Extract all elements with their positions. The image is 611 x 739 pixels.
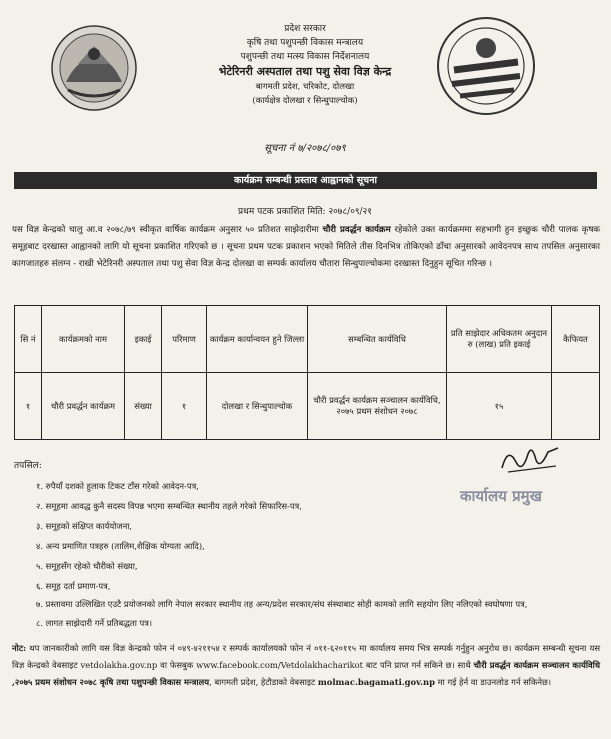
letterhead-text (150, 22, 460, 108)
list-item: ४. अन्य प्रमाणित पत्रहरु (तालिम,शैक्षिक योग्यता आदि), (36, 541, 205, 551)
col-unit: इकाई (125, 306, 162, 373)
list-item: ८. लागत साझेदारी गर्ने प्रतिबद्धता पत्र। (36, 618, 153, 628)
cell-remarks (552, 373, 600, 440)
list-item: ३. समूहको संक्षिप्त कार्ययोजना, (36, 521, 133, 531)
program-name: चौरी प्रवर्द्धन कार्यक्रम (322, 225, 391, 235)
cell-procedure: चौरी प्रवर्द्धन कार्यक्रम सञ्चालन कार्यविधि, २०७५ प्रथम संशोधन २०७८ (308, 373, 447, 440)
list-item: २. समूहमा आवद्ध कुनै सदस्य विपन्न भएमा सम्बन्धित स्थानीय तहले गरेको सिफारिस-पत्र, (36, 501, 302, 511)
office-seal-icon (434, 14, 538, 118)
enclosure-title: तपसिल: (14, 461, 42, 471)
list-item: ५. समूहसँग रहेको चौरीको संख्या, (36, 561, 138, 571)
directorate-name: पशुपन्छी तथा मत्स्य विकास निर्देशनालय (240, 52, 370, 62)
program-table (14, 305, 600, 440)
cell-program-name: चौरी प्रवर्द्धन कार्यक्रम (42, 373, 125, 440)
note-label: नोट: (12, 643, 27, 653)
office-name: भेटेरिनरी अस्पताल तथा पशु सेवा विज्ञ केन्द्र (218, 65, 392, 78)
note-paragraph (12, 640, 600, 691)
office-chief-stamp: कार्यालय प्रमुख (460, 487, 542, 505)
col-quantity: परिमाण (162, 306, 207, 373)
note-procedure: चौरी प्रवर्द्धन कार्यक्रम सञ्चालन कार्यविधि ,२०७५ प्रथम संशोधन २०७८ कृषि तथा पशुपन्छी विकास मन्त्रालय (12, 660, 601, 687)
list-item: १. रुपैयाँ दशको हुलाक टिकट टाँस गरेको आवेदन-पत्र, (36, 481, 199, 491)
list-item: ६. समूह दर्ता प्रमाण-पत्र, (36, 581, 111, 591)
office-jurisdiction: (कार्यक्षेत्र दोलखा र सिन्धुपाल्चोक) (252, 96, 358, 106)
note-text-2: , बागमती प्रदेश, हेटौडाको वेबसाइट (209, 677, 318, 687)
note-text-3: मा गई हेर्न वा डाउनलोड गर्न सकिनेछ। (435, 677, 552, 687)
signature-icon (498, 440, 562, 478)
table-row (15, 373, 600, 440)
intro-text-1: यस विज्ञ केन्द्रको चालु आ.व २०७८/७९ स्वीकृत वार्षिक कार्यक्रम अनुसार ५० प्रतिशत साझेदारीमा (12, 225, 323, 235)
notice-title-banner: कार्यक्रम सम्बन्धी प्रस्ताव आह्वानको सूचना (14, 172, 597, 189)
letterhead (0, 0, 611, 150)
ministry-name: कृषि तथा पशुपन्छी विकास मन्त्रालय (246, 38, 364, 48)
list-item: ७. प्रस्तावमा उल्लिखित एउटै प्रयोजनको लागि नेपाल सरकार स्थानीय तह अन्य/प्रदेश सरकार/संघ संस्थाबाट सोही कामको लागि सहयोग लिए नलिएको स्वघोषणा पत्र, (36, 599, 528, 609)
enclosure-list (36, 476, 596, 633)
notice-number: सूचना नं ७/२०७८/०७९ (264, 143, 346, 154)
cell-grant: १५ (447, 373, 552, 440)
office-address: बागमती प्रदेश, चरिकोट, दोलखा (255, 82, 355, 92)
note-website: molmac.bagamati.gov.np (317, 677, 435, 687)
government-name: प्रदेश सरकार (284, 24, 326, 34)
nepal-emblem-icon (50, 24, 138, 112)
cell-quantity: १ (162, 373, 207, 440)
col-program-name: कार्यक्रमको नाम (42, 306, 125, 373)
publication-date: प्रथम पटक प्रकाशित मिति: २०७८/०९/२१ (238, 207, 372, 217)
col-serial: सि नं (15, 306, 42, 373)
intro-text-2: रहेकोले उक्त कार्यक्रममा सहभागी हुन इच्छुक चौरी पालक कृषक समूहबाट दरखास्त आह्वानको लागि यो सूचना प्रकाशित गरिएको छ । सूचना प्रथम पटक प्रकाशन भएको मितिले तीस दिनभित्र तोकिएको ढाँचा अनुसारको आवेदनपत्र साथ तपसिल अनुसारका कागजातहरु संलग्न - राखी भेटेरिनरी अस्पताल तथा पशु सेवा विज्ञ केन्द्र दोलखा वा सम्पर्क कार्यालय चौतारा सिन्धुपाल्चोकमा दरखास्त दिनुहुन सूचित गरिन्छ । (12, 225, 601, 269)
cell-district: दोलखा र सिन्धुपाल्चोक (207, 373, 308, 440)
note-text-1: थप जानकारीको लागि यस विज्ञ केन्द्रको फोन नं ०४९-४२११५४ र सम्पर्क कार्यालयको फोन नं ०११-६२०११५ मा कार्यालय समय भित्र सम्पर्क गर्नुहुन अनुरोध छ। कार्यक्रम सम्बन्धी सूचना यस विज्ञ केन्द्रको वेबसाइट vetdolakha.gov.np वा फेसबुक www.facebook.com/Vetdolakhacharikot बाट पनि प्राप्त गर्न सकिने छ। साथै (12, 643, 600, 670)
col-grant: प्रति साझेदार अधिकतम अनुदान रु (लाख) प्रति इकाई (447, 306, 552, 373)
col-procedure: सम्बन्धित कार्यविधि (308, 306, 447, 373)
table-header-row (15, 306, 600, 373)
cell-unit: संख्या (125, 373, 162, 440)
col-district: कार्यक्रम कार्यान्वयन हुने जिल्ला (207, 306, 308, 373)
col-remarks: कैफियत (552, 306, 600, 373)
intro-paragraph (12, 222, 600, 273)
cell-serial: १ (15, 373, 42, 440)
